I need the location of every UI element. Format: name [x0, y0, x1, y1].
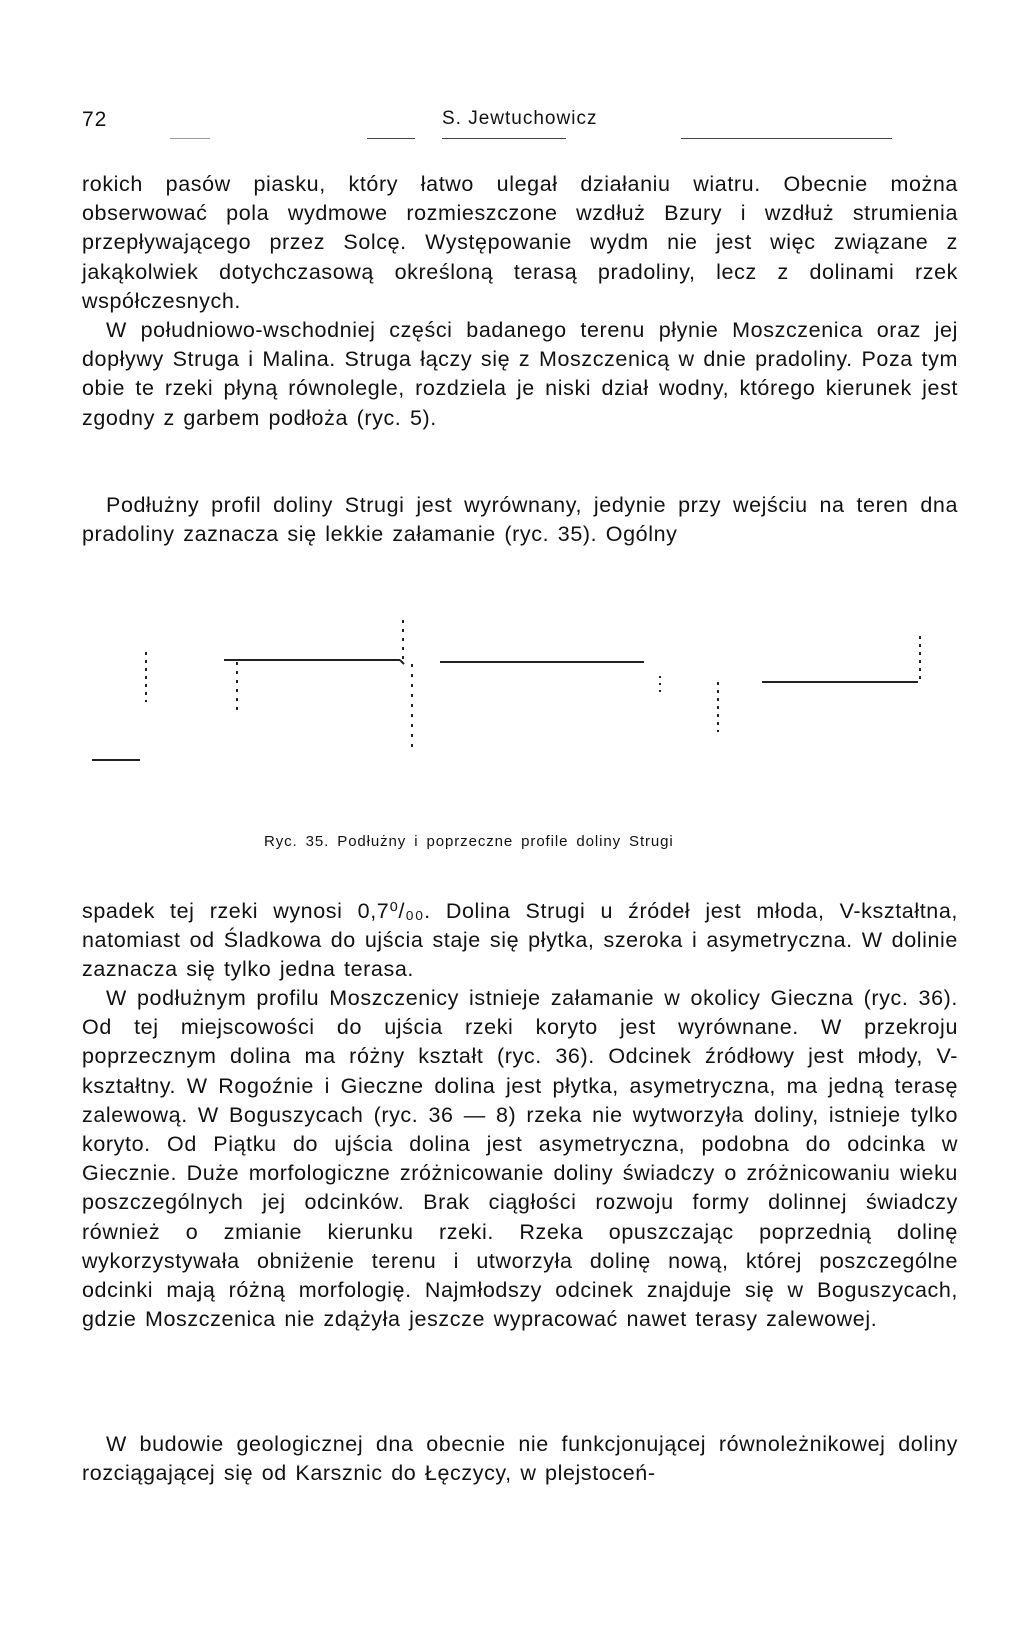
running-header-author: S. Jewtuchowicz — [442, 108, 598, 129]
header-rule-middle-b — [442, 138, 566, 139]
page-number: 72 — [82, 108, 108, 131]
paragraph-2: W południowo-wschodniej części badanego terenu płynie Moszczenica oraz jej dopływy Struga i Malina. Struga łączy się z Moszczenicą w dnie pradoliny. Poza tym obie te rzeki płyną równolegle, rozdziela je niski dział wodny, którego kierunek jest zgodny z garbem podłoża (ryc. 5). — [82, 318, 958, 430]
header-rule-left — [170, 138, 210, 139]
paragraph-1: rokich pasów piasku, który łatwo ulegał działaniu wiatru. Obecnie można obserwować pola wydmowe rozmieszczone wzdłuż Bzury i wzdłuż strumienia przepływającego przez Solcę. Występowanie wydm nie jest więc związane z jakąkolwiek dotychczasową określoną terasą pradoliny, lecz z dolinami rzek współczesnych. — [82, 172, 958, 313]
paragraph-4: spadek tej rzeki wynosi 0,7⁰/₀₀. Dolina Strugi u źródeł jest młoda, V-kształtna, natomiast od Śladkowa do ujścia staje się płytka, szeroka i asymetryczna. W dolinie zaznacza się tylko jedna terasa. — [82, 899, 958, 982]
header-rule-right — [681, 138, 892, 139]
valley-profiles-figure — [82, 620, 958, 820]
paragraph-5: W podłużnym profilu Moszczenicy istnieje załamanie w okolicy Gieczna (ryc. 36). Od tej miejscowości do ujścia rzeki koryto jest wyrównane. W przekroju poprzecznym dolina ma różny kształt (ryc. 36). Odcinek źródłowy jest młody, V-kształtny. W Rogoźnie i Gieczne dolina jest płytka, asymetryczna, ma jedną terasę zalewową. W Boguszycach (ryc. 36 — 8) rzeka nie wytworzyła doliny, istnieje tylko koryto. Od Piątku do ujścia dolina jest asymetryczna, podobna do odcinka w Giecznie. Duże morfologiczne zróżnicowanie doliny świadczy o zróżnicowaniu wieku poszczególnych jej odcinków. Brak ciągłości rozwoju formy dolinnej świadczy również o zmianie kierunku rzeki. Rzeka opuszczając poprzednią dolinę wykorzystywała obniżenie terenu i utworzyła dolinę nową, której poszczególne odcinki mają różną morfologię. Najmłodszy odcinek znajduje się w Boguszycach, gdzie Moszczenica nie zdążyła jeszcze wypracować nawet terasy zalewowej. — [82, 986, 958, 1332]
header-rule-middle-a — [367, 138, 415, 139]
paragraph-3: Podłużny profil doliny Strugi jest wyrównany, jedynie przy wejściu na teren dna pradoliny zaznacza się lekkie załamanie (ryc. 35). Ogólny — [82, 493, 958, 547]
figure-caption: Ryc. 35. Podłużny i poprzeczne profile doliny Strugi — [264, 833, 674, 850]
profile-break-step — [400, 660, 404, 664]
paragraph-6: W budowie geologicznej dna obecnie nie funkcjonującej równoleżnikowej doliny rozciągającej się od Karsznic do Łęczycy, w plejstoceń- — [82, 1432, 958, 1486]
